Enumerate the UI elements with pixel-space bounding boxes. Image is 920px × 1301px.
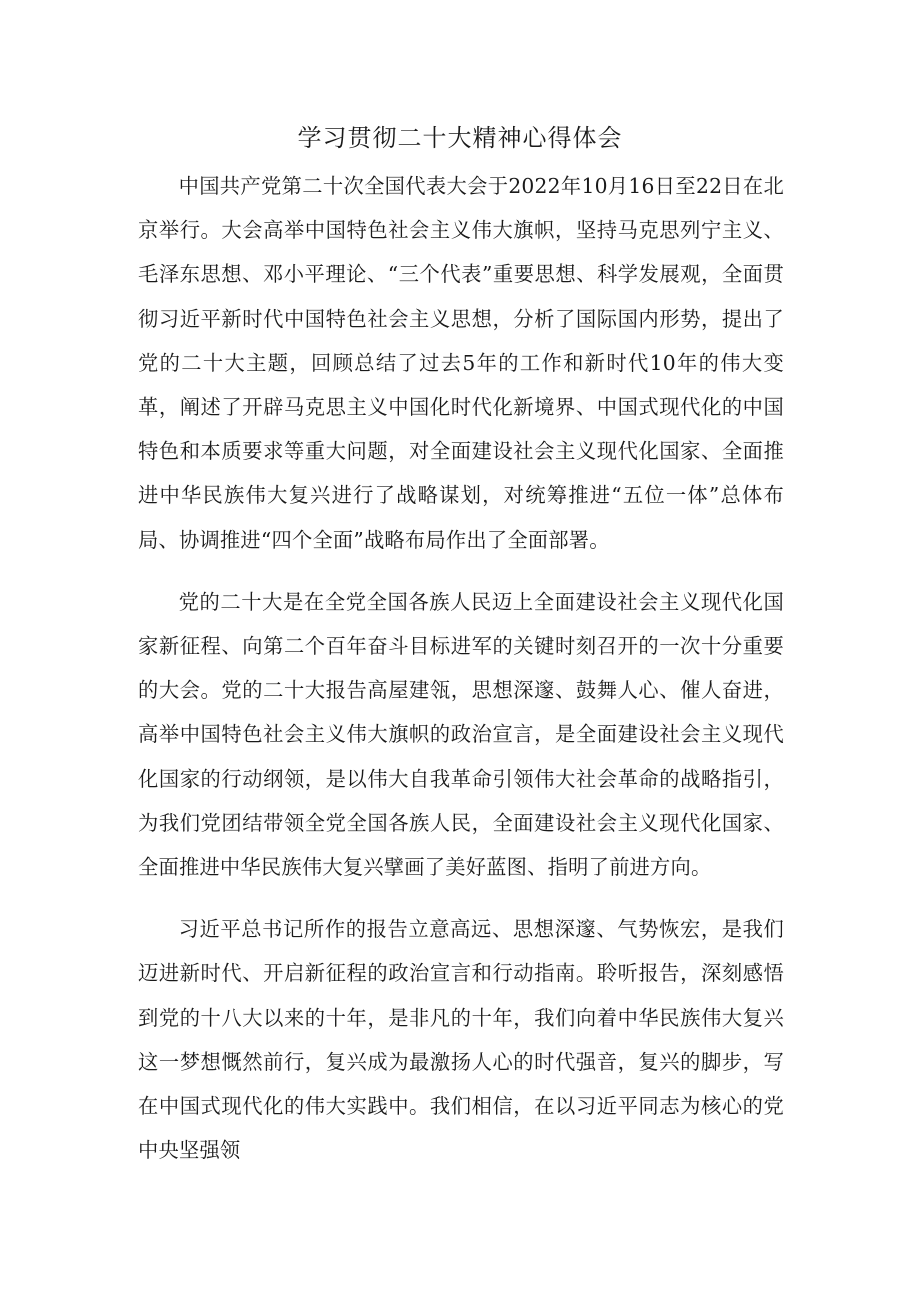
document-body <box>138 164 784 1190</box>
paragraph-1: 中国共产党第二十次全国代表大会于2022年10月16日至22日在北京举行。大会高举中国特色社会主义伟大旗帜，坚持马克思列宁主义、毛泽东思想、邓小平理论、“三个代表”重要思想、科学发展观，全面贯彻习近平新时代中国特色社会主义思想，分析了国际国内形势，提出了党的二十大主题，回顾总结了过去5年的工作和新时代10年的伟大变革，阐述了开辟马克思主义中国化时代化新境界、中国式现代化的中国特色和本质要求等重大问题，对全面建设社会主义现代化国家、全面推进中华民族伟大复兴进行了战略谋划，对统筹推进“五位一体”总体布局、协调推进“四个全面”战略布局作出了全面部署。 <box>138 174 784 552</box>
paragraph-2: 党的二十大是在全党全国各族人民迈上全面建设社会主义现代化国家新征程、向第二个百年奋斗目标进军的关键时刻召开的一次十分重要的大会。党的二十大报告高屋建瓴，思想深邃、鼓舞人心、催人奋进，高举中国特色社会主义伟大旗帜的政治宣言，是全面建设社会主义现代化国家的行动纲领，是以伟大自我革命引领伟大社会革命的战略指引，为我们党团结带领全党全国各族人民，全面建设社会主义现代化国家、全面推进中华民族伟大复兴擘画了美好蓝图、指明了前进方向。 <box>138 589 784 880</box>
document-title: 学习贯彻二十大精神心得体会 <box>297 124 623 152</box>
paragraph-3: 习近平总书记所作的报告立意高远、思想深邃、气势恢宏，是我们迈进新时代、开启新征程的政治宣言和行动指南。聆听报告，深刻感悟到党的十八大以来的十年，是非凡的十年，我们向着中华民族伟大复兴这一梦想慨然前行，复兴成为最激扬人心的时代强音，复兴的脚步，写在中国式现代化的伟大实践中。我们相信，在以习近平同志为核心的党中央坚强领 <box>138 917 784 1163</box>
